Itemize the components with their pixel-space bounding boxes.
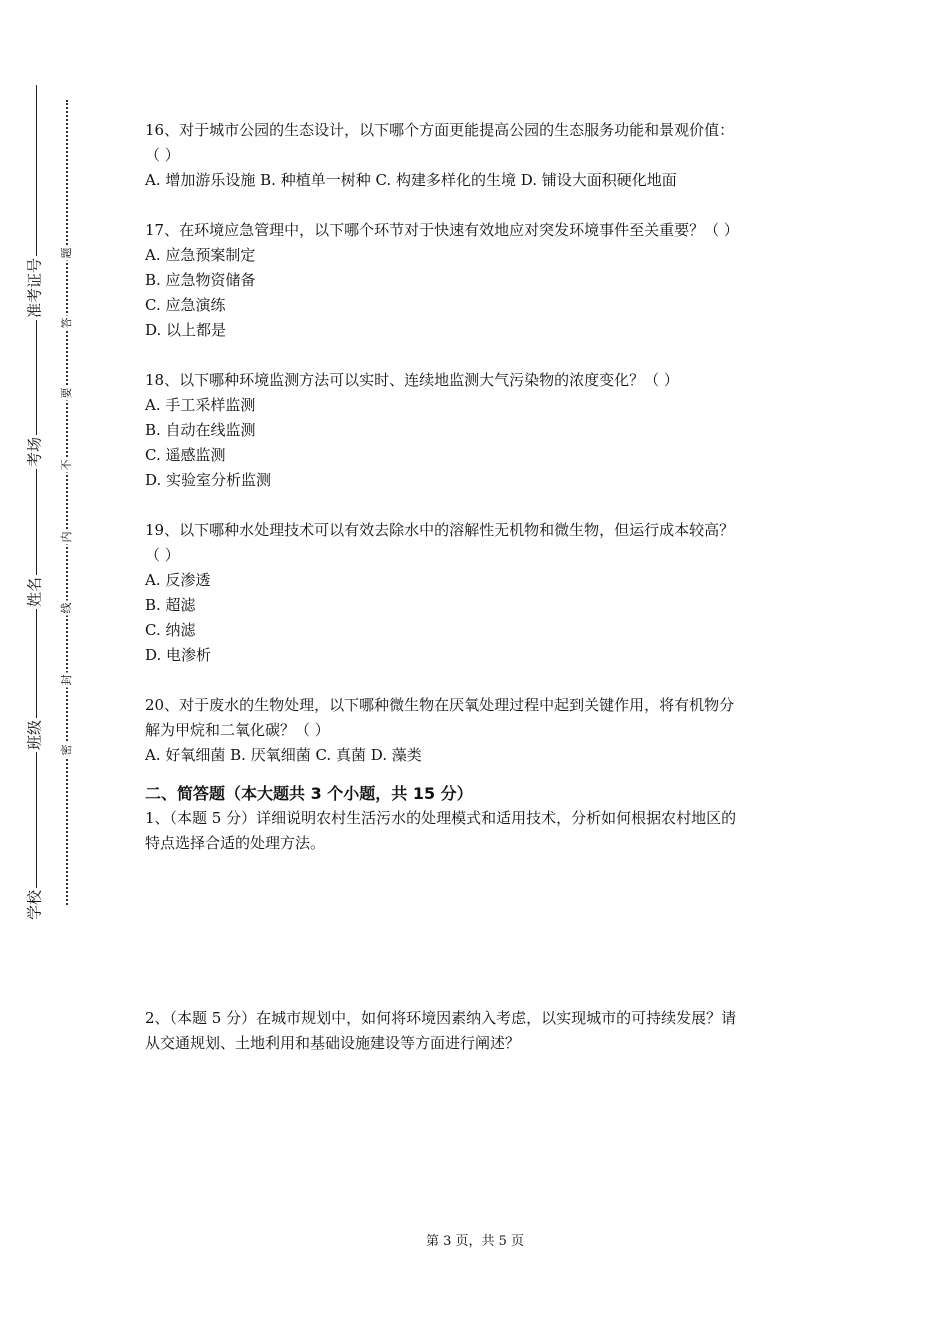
option-c: C. 纳滤 bbox=[145, 621, 196, 639]
question-stem: 解为甲烷和二氧化碳？（ ） bbox=[145, 721, 330, 739]
question-19 bbox=[145, 518, 815, 668]
seal-word: 答 bbox=[60, 317, 73, 329]
binding-line bbox=[36, 85, 37, 920]
question-stem: 19、以下哪种水处理技术可以有效去除水中的溶解性无机物和微生物，但运行成本较高？ bbox=[145, 521, 735, 539]
option-d: D. 实验室分析监测 bbox=[145, 471, 272, 489]
binding-margin bbox=[0, 0, 120, 1344]
short-answer-text: 从交通规划、土地利用和基础设施建设等方面进行阐述？ bbox=[145, 1034, 521, 1052]
question-17 bbox=[145, 218, 815, 343]
seal-word: 题 bbox=[60, 247, 73, 259]
short-answer-text: 1、（本题 5 分）详细说明农村生活污水的处理模式和适用技术，分析如何根据农村地区的 bbox=[145, 809, 737, 827]
question-stem: 16、对于城市公园的生态设计，以下哪个方面更能提高公园的生态服务功能和景观价值： bbox=[145, 121, 735, 139]
section-title: 二、简答题（本大题共 3 个小题，共 15 分） bbox=[145, 784, 473, 803]
seal-word: 要 bbox=[60, 387, 73, 399]
short-answer-2 bbox=[145, 1006, 815, 1056]
option-d: D. 以上都是 bbox=[145, 321, 227, 339]
label-exam-room: 考场 bbox=[25, 436, 44, 468]
option-a: A. 手工采样监测 bbox=[145, 396, 256, 414]
label-exam-number: 准考证号 bbox=[25, 257, 44, 319]
question-16 bbox=[145, 118, 815, 193]
question-20 bbox=[145, 693, 815, 768]
seal-word: 线 bbox=[60, 602, 73, 614]
option-c: C. 应急演练 bbox=[145, 296, 226, 314]
option-a: A. 反渗透 bbox=[145, 571, 211, 589]
question-stem: （ ） bbox=[145, 146, 180, 164]
option-line: A. 增加游乐设施 B. 种植单一树种 C. 构建多样化的生境 D. 铺设大面积硬化地面 bbox=[145, 171, 677, 189]
seal-word: 不 bbox=[60, 459, 73, 471]
question-stem: 20、对于废水的生物处理，以下哪种微生物在厌氧处理过程中起到关键作用，将有机物分 bbox=[145, 696, 735, 714]
label-class: 班级 bbox=[25, 719, 44, 751]
label-name: 姓名 bbox=[25, 576, 44, 608]
seal-dotted-line bbox=[66, 100, 68, 905]
question-stem: （ ） bbox=[145, 546, 180, 564]
option-b: B. 超滤 bbox=[145, 596, 196, 614]
option-b: B. 自动在线监测 bbox=[145, 421, 256, 439]
page-footer: 第 3 页，共 5 页 bbox=[425, 1234, 525, 1249]
short-answer-1 bbox=[145, 806, 815, 856]
seal-word: 内 bbox=[60, 531, 73, 543]
question-stem: 18、以下哪种环境监测方法可以实时、连续地监测大气污染物的浓度变化？（ ） bbox=[145, 371, 679, 389]
option-a: A. 应急预案制定 bbox=[145, 246, 256, 264]
label-school: 学校 bbox=[25, 889, 44, 921]
question-18 bbox=[145, 368, 815, 493]
question-stem: 17、在环境应急管理中，以下哪个环节对于快速有效地应对突发环境事件至关重要？（ ） bbox=[145, 221, 739, 239]
option-b: B. 应急物资储备 bbox=[145, 271, 256, 289]
option-d: D. 电渗析 bbox=[145, 646, 212, 664]
seal-word: 封 bbox=[60, 674, 73, 686]
exam-content bbox=[145, 118, 815, 1056]
option-c: C. 遥感监测 bbox=[145, 446, 226, 464]
seal-word: 密 bbox=[60, 744, 73, 756]
short-answer-text: 2、（本题 5 分）在城市规划中，如何将环境因素纳入考虑，以实现城市的可持续发展？请 bbox=[145, 1009, 737, 1027]
option-line: A. 好氧细菌 B. 厌氧细菌 C. 真菌 D. 藻类 bbox=[145, 746, 422, 764]
short-answer-text: 特点选择合适的处理方法。 bbox=[145, 834, 326, 852]
